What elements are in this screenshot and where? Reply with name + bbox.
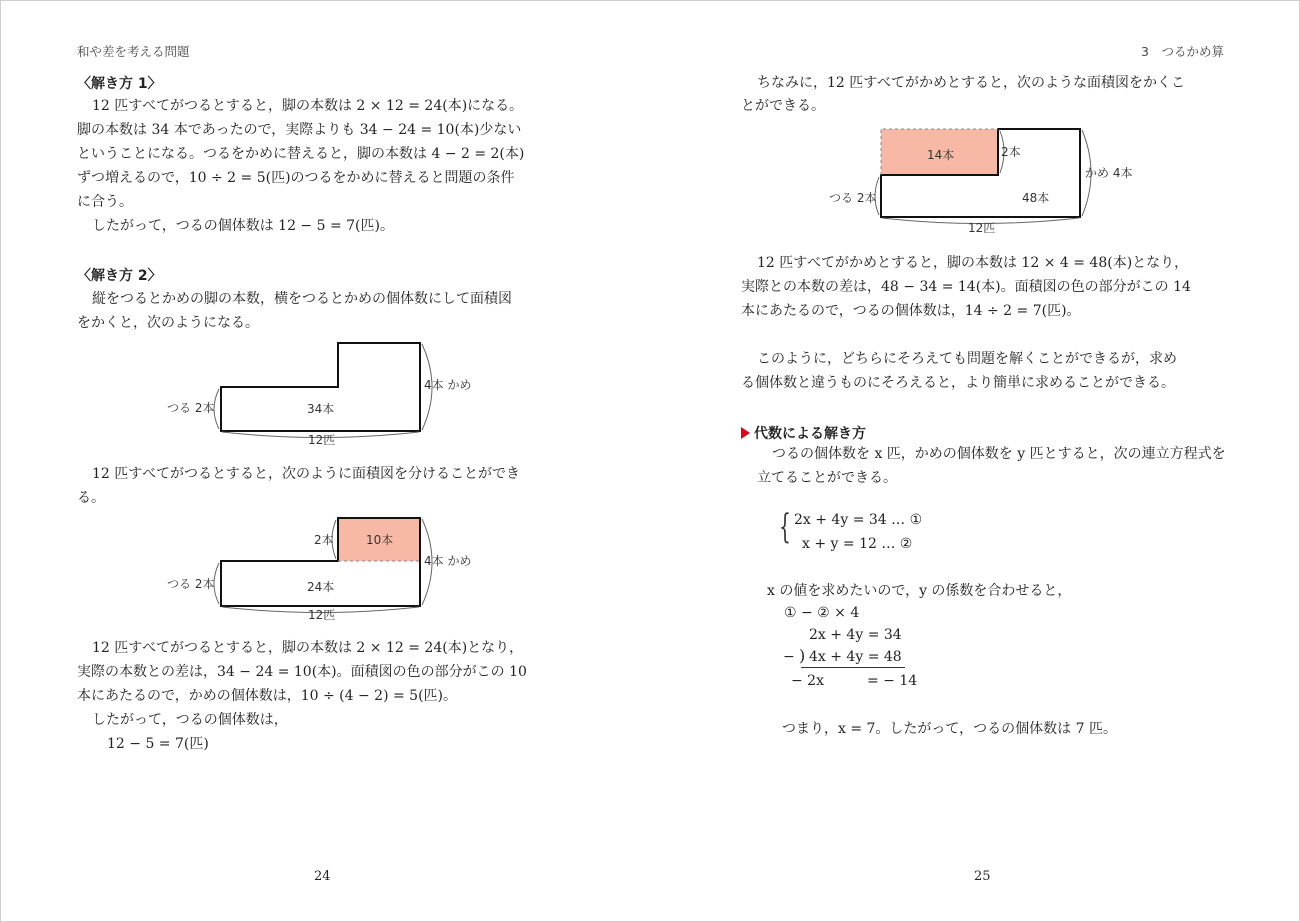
paragraph-line: る個体数と違うものにそろえると，より簡単に求めることができる。 xyxy=(741,375,1175,391)
paragraph-line: 12 匹すべてがつるとすると，脚の本数は 2 × 12 = 24(本)となり， xyxy=(92,640,524,656)
method-1-heading: 〈解き方 1〉 xyxy=(77,76,162,92)
algebra-heading xyxy=(741,423,866,443)
left-bracket xyxy=(214,389,219,429)
area-diagram-2 xyxy=(161,511,481,623)
paragraph-line: 12 − 5 = 7(匹) xyxy=(107,736,209,752)
calc-minus: − xyxy=(783,649,795,665)
paragraph-line: 12 匹すべてがつるとすると，脚の本数は 2 × 12 = 24(本)になる。 xyxy=(92,98,524,114)
fig-label: 4本 かめ xyxy=(424,554,472,568)
paragraph-line: に合う。 xyxy=(77,194,133,210)
fig-label: かめ 4本 xyxy=(1085,166,1133,180)
paragraph-line: をかくと，次のようになる。 xyxy=(77,315,259,331)
paragraph-line: とができる。 xyxy=(741,98,825,114)
fig-label: つる 2本 xyxy=(829,191,877,205)
paragraph-line: このように，どちらにそろえても問題を解くことができるが，求め xyxy=(757,351,1177,367)
triangle-marker-icon xyxy=(741,427,750,439)
fig-label: 4本 かめ xyxy=(424,378,472,392)
fig-label: 12匹 xyxy=(968,221,996,235)
fig-label: 2本 xyxy=(314,533,334,547)
paragraph-line: 脚の本数は 34 本であったので，実際よりも 34 − 24 = 10(本)少ない xyxy=(77,122,522,138)
paragraph-line: 実際との本数の差は，48 − 34 = 14(本)。面積図の色の部分がこの 14 xyxy=(741,279,1191,295)
paragraph-line: ちなみに，12 匹すべてがかめとすると，次のような面積図をかくこ xyxy=(757,75,1185,91)
paragraph-line: 12 匹すべてがつるとすると，次のように面積図を分けることができ xyxy=(92,466,520,482)
paragraph-line: したがって，つるの個体数は， xyxy=(92,712,288,728)
fig-label: 24本 xyxy=(307,580,335,594)
paragraph-line: 立てることができる。 xyxy=(757,470,897,486)
method-2-heading: 〈解き方 2〉 xyxy=(77,268,162,284)
paragraph-line: つるの個体数を x 匹，かめの個体数を y 匹とすると，次の連立方程式を xyxy=(772,446,1226,462)
subtraction-bracket: ) xyxy=(799,646,806,665)
left-brace: { xyxy=(779,507,791,547)
page-number-right: 25 xyxy=(974,869,991,884)
fig-label: 10本 xyxy=(366,533,394,547)
paragraph-line: 12 匹すべてがかめとすると，脚の本数は 12 × 4 = 48(本)となり， xyxy=(757,255,1189,271)
area-diagram-outline xyxy=(221,343,420,431)
fig-label: 12匹 xyxy=(308,608,336,622)
fig-label: 14本 xyxy=(927,148,955,162)
calc-line: 4x + 4y = 48 xyxy=(809,649,902,665)
fig-label: 2本 xyxy=(1001,145,1021,159)
calc-line: ① − ② × 4 xyxy=(784,605,860,621)
running-header-right: 3 つるかめ算 xyxy=(1141,44,1224,59)
fig-label: つる 2本 xyxy=(167,577,215,591)
calc-line: − 2x xyxy=(791,673,824,689)
paragraph-line: したがって，つるの個体数は 12 − 5 = 7(匹)。 xyxy=(92,218,394,234)
fig-label: 34本 xyxy=(307,402,335,416)
paragraph-line: 本にあたるので，つるの個体数は，14 ÷ 2 = 7(匹)。 xyxy=(741,303,1081,319)
fig-label: 12匹 xyxy=(308,433,336,447)
paragraph-line: る。 xyxy=(77,490,105,506)
paragraph-line: 実際の本数との差は，34 − 24 = 10(本)。面積図の色の部分がこの 10 xyxy=(77,664,527,680)
running-header-left: 和や差を考える問題 xyxy=(77,44,190,59)
subtraction-rule xyxy=(801,667,905,668)
area-diagram-3 xyxy=(821,121,1141,237)
fig-label: 48本 xyxy=(1022,191,1050,205)
algebra-heading-label: 代数による解き方 xyxy=(754,426,866,442)
left-bracket xyxy=(214,563,219,604)
paragraph-line: 縦をつるとかめの脚の本数，横をつるとかめの個体数にして面積図 xyxy=(92,291,512,307)
calc-line: = − 14 xyxy=(867,673,918,689)
paragraph-line: ずつ増えるので，10 ÷ 2 = 5(匹)のつるをかめに替えると問題の条件 xyxy=(77,170,515,186)
area-diagram-1 xyxy=(161,336,481,448)
paragraph-line: x の値を求めたいので，y の係数を合わせると， xyxy=(767,583,1072,599)
fig-label: つる 2本 xyxy=(167,401,215,415)
calc-line: 2x + 4y = 34 xyxy=(809,627,902,643)
equation-line: x + y = 12 … ② xyxy=(802,536,913,552)
paragraph-line: 本にあたるので，かめの個体数は，10 ÷ (4 − 2) = 5(匹)。 xyxy=(77,688,457,704)
paragraph-line: つまり，x = 7。したがって，つるの個体数は 7 匹。 xyxy=(782,721,1117,737)
equation-line: 2x + 4y = 34 … ① xyxy=(794,512,923,528)
page-number-left: 24 xyxy=(314,869,331,884)
paragraph-line: ということになる。つるをかめに替えると，脚の本数は 4 − 2 = 2(本) xyxy=(77,146,525,162)
